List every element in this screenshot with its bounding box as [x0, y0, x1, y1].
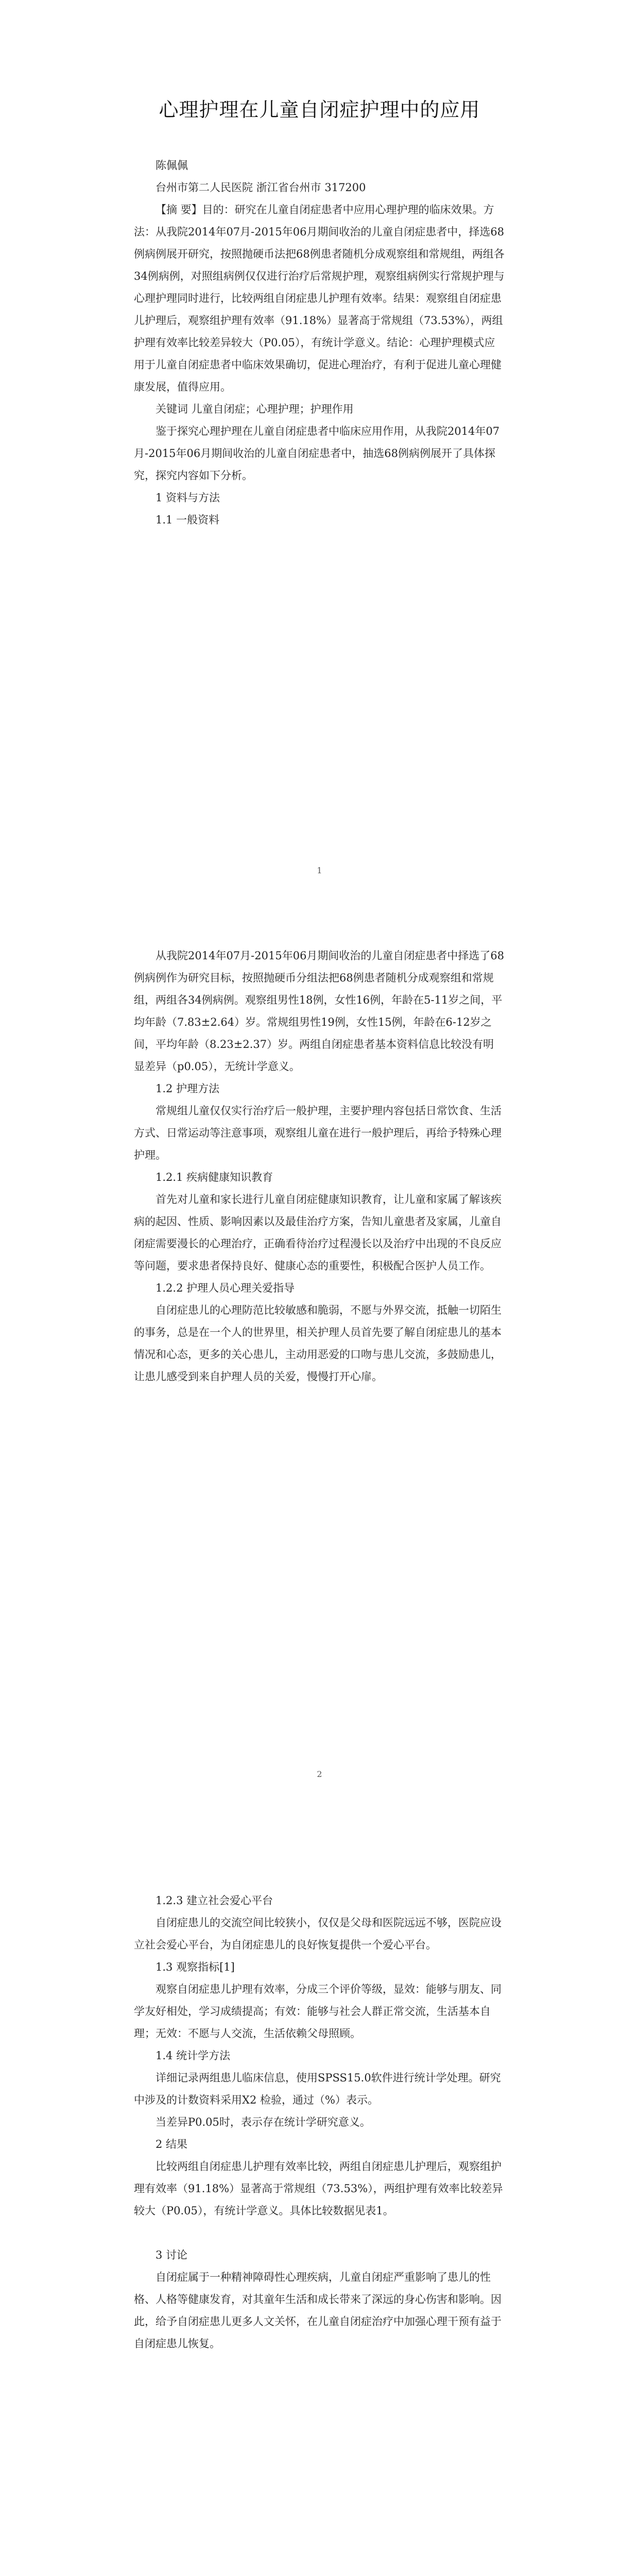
- general-data-paragraph: 从我院2014年07月-2015年06月期间收治的儿童自闭症患者中择选了68例病例作为研究目标，按照抛硬币分组法把68例患者随机分成观察组和常规组，两组各34例病例。观察组男性18例，女性16例，年龄在5-11岁之间，平均年龄（7.83±2.64）岁。常规组男性19例，女性15例，年龄在6-12岁之间，平均年龄（8.23±2.37）岁。两组自闭症患者基本资料信息比较没有明显差异（p0.05），无统计学意义。: [134, 950, 505, 1073]
- statistics-paragraph: 详细记录两组患儿临床信息，使用SPSS15.0软件进行统计学处理。研究中涉及的计数资料采用X2 检验，通过（%）表示。: [134, 2072, 501, 2106]
- intro-paragraph: 鉴于探究心理护理在儿童自闭症患者中临床应用作用，从我院2014年07月-2015年06月期间收治的儿童自闭症患者中，抽选68例病例展开了具体探究，探究内容如下分析。: [134, 425, 500, 482]
- section-heading-2: 2 结果: [156, 2138, 188, 2150]
- author-name: 陈佩佩: [156, 159, 188, 172]
- section-heading-3: 3 讨论: [156, 2249, 188, 2261]
- abstract: 【摘 要】目的：研究在儿童自闭症患者中应用心理护理的临床效果。方法：从我院2014年07月-2015年06月期间收治的儿童自闭症患者中，择选68例病例展开研究，按照抛硬币法把68例患者随机分成观察组和常规组，两组各34例病例，对照组病例仅仅进行治疗后常规护理，观察组病例实行常规护理与心理护理同时进行，比较两组自闭症患儿护理有效率。结果：观察组自闭症患儿护理后，观察组护理有效率（91.18%）显著高于常规组（73.53%），两组护理有效率比较差异较大（P0.05），有统计学意义。结论：心理护理模式应用于儿童自闭症患者中临床效果确切，促进心理治疗，有利于促进儿童心理健康发展，值得应用。: [134, 204, 505, 393]
- section-heading-1-1: 1.1 一般资料: [156, 514, 220, 526]
- page-1-body: [134, 155, 505, 531]
- section-heading-1-2: 1.2 护理方法: [156, 1082, 220, 1095]
- page-3-body: [134, 1890, 505, 2355]
- significance-paragraph: 当差异P0.05时，表示存在统计学研究意义。: [156, 2116, 371, 2128]
- page-number: 2: [317, 1769, 322, 1779]
- page-number: 1: [317, 866, 322, 875]
- indicators-paragraph: 观察自闭症患儿护理有效率，分成三个评价等级，显效：能够与朋友、同学友好相处，学习成绩提高；有效：能够与社会人群正常交流，生活基本自理；无效：不愿与人交流，生活依赖父母照顾。: [134, 1983, 502, 2040]
- psych-care-paragraph: 自闭症患儿的心理防范比较敏感和脆弱，不愿与外界交流，抵触一切陌生的事务，总是在一个人的世界里，相关护理人员首先要了解自闭症患儿的基本情况和心态，更多的关心患儿，主动用恶爱的口吻与患儿交流，多鼓励患儿，让患儿感受到来自护理人员的关爱，慢慢打开心扉。: [134, 1304, 502, 1383]
- section-heading-1-2-2: 1.2.2 护理人员心理关爱指导: [156, 1282, 295, 1294]
- page-2-body: [134, 945, 505, 1388]
- keywords: 关键词 儿童自闭症；心理护理；护理作用: [156, 403, 354, 415]
- affiliation: 台州市第二人民医院 浙江省台州市 317200: [156, 181, 366, 194]
- page-3: [0, 1807, 639, 2576]
- health-education-paragraph: 首先对儿童和家长进行儿童自闭症健康知识教育，让儿童和家属了解该疾病的起因、性质、影响因素以及最佳治疗方案，告知儿童患者及家属，儿童自闭症需要漫长的心理治疗，正确看待治疗过程漫长以及治疗中出现的不良反应等问题，要求患者保持良好、健康心态的重要性，积极配合医护人员工作。: [134, 1193, 502, 1272]
- results-paragraph: 比较两组自闭症患儿护理有效率比较，两组自闭症患儿护理后，观察组护理有效率（91.18%）显著高于常规组（73.53%），两组护理有效率比较差异较大（P0.05），有统计学意义。具体比较数据见表1。: [134, 2160, 503, 2217]
- discussion-paragraph-1: 自闭症属于一种精神障碍性心理疾病，儿童自闭症严重影响了患儿的性格、人格等健康发育，对其童年生活和成长带来了深远的身心伤害和影响。因此，给予自闭症患儿更多人文关怀，在儿童自闭症治疗中加强心理干预有益于自闭症患儿恢复。: [134, 2271, 502, 2350]
- section-heading-1-4: 1.4 统计学方法: [156, 2049, 231, 2062]
- page-1: [0, 0, 639, 904]
- section-heading-1: 1 资料与方法: [156, 492, 220, 504]
- care-methods-paragraph: 常规组儿童仅仅实行治疗后一般护理，主要护理内容包括日常饮食、生活方式、日常运动等注意事项，观察组儿童在进行一般护理后，再给予特殊心理护理。: [134, 1105, 502, 1161]
- section-heading-1-2-3: 1.2.3 建立社会爱心平台: [156, 1894, 273, 1907]
- section-heading-1-2-1: 1.2.1 疾病健康知识教育: [156, 1171, 273, 1183]
- social-platform-paragraph: 自闭症患儿的交流空间比较狭小，仅仅是父母和医院远远不够，医院应设立社会爱心平台，为自闭症患儿的良好恢复提供一个爱心平台。: [134, 1917, 502, 1951]
- page-2: [0, 904, 639, 1807]
- section-heading-1-3: 1.3 观察指标[1]: [156, 1961, 235, 1973]
- page-title: 心理护理在儿童自闭症护理中的应用: [159, 98, 480, 121]
